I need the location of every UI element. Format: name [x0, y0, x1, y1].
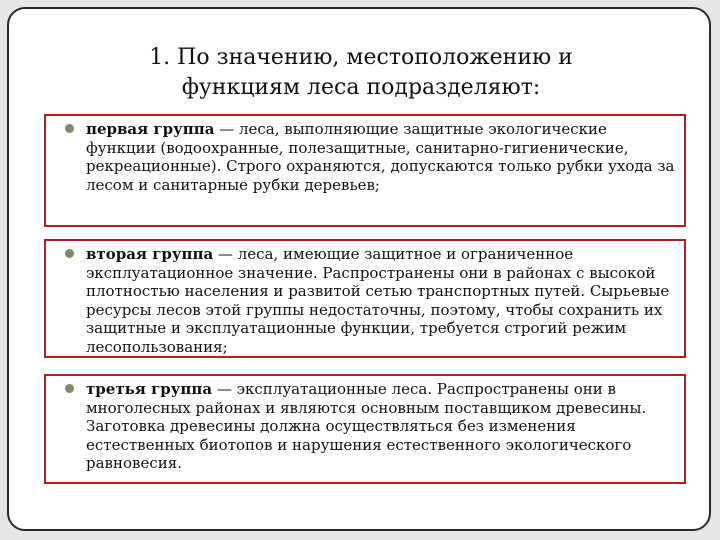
- list-item: [46, 241, 684, 361]
- group-2-box: [44, 239, 686, 358]
- group-1-box: [44, 114, 686, 227]
- item-lead: вторая группа: [86, 245, 214, 263]
- title-line-1: 1. По значению, местоположению и: [149, 45, 573, 70]
- list-item: [46, 116, 684, 198]
- group-3-box: [44, 374, 686, 484]
- title-line-2: функциям леса подразделяют:: [181, 75, 541, 100]
- slide-title: [9, 43, 713, 103]
- item-text: — леса, имеющие защитное и ограниченное эксплуатационное значение. Распространены они в районах с высокой плотностью населения и развитой сетью транспортных путей. Сырьевые ресурсы лесов этой группы недостаточны, поэтому, чтобы сохранить их защитные и эксплуатационные функции, требуется строгий режим лесопользования;: [86, 245, 670, 356]
- bullet-icon: [65, 249, 74, 258]
- item-text: — эксплуатационные леса. Распространены они в многолесных районах и являются основным поставщиком древесины. Заготовка древесины должна осуществляться без изменения естественных биотопов и нарушения естественного экологического равновесия.: [86, 380, 647, 473]
- item-lead: первая группа: [86, 120, 215, 138]
- list-item: [46, 376, 684, 477]
- bullet-icon: [65, 124, 74, 133]
- slide: [7, 7, 711, 531]
- item-text: — леса, выполняющие защитные экологические функции (водоохранные, полезащитные, санитарно-гигиенические, рекреационные). Строго охраняются, допускаются только рубки ухода за лесом и санитарные рубки деревьев;: [86, 120, 675, 194]
- item-lead: третья группа: [86, 380, 213, 398]
- bullet-icon: [65, 384, 74, 393]
